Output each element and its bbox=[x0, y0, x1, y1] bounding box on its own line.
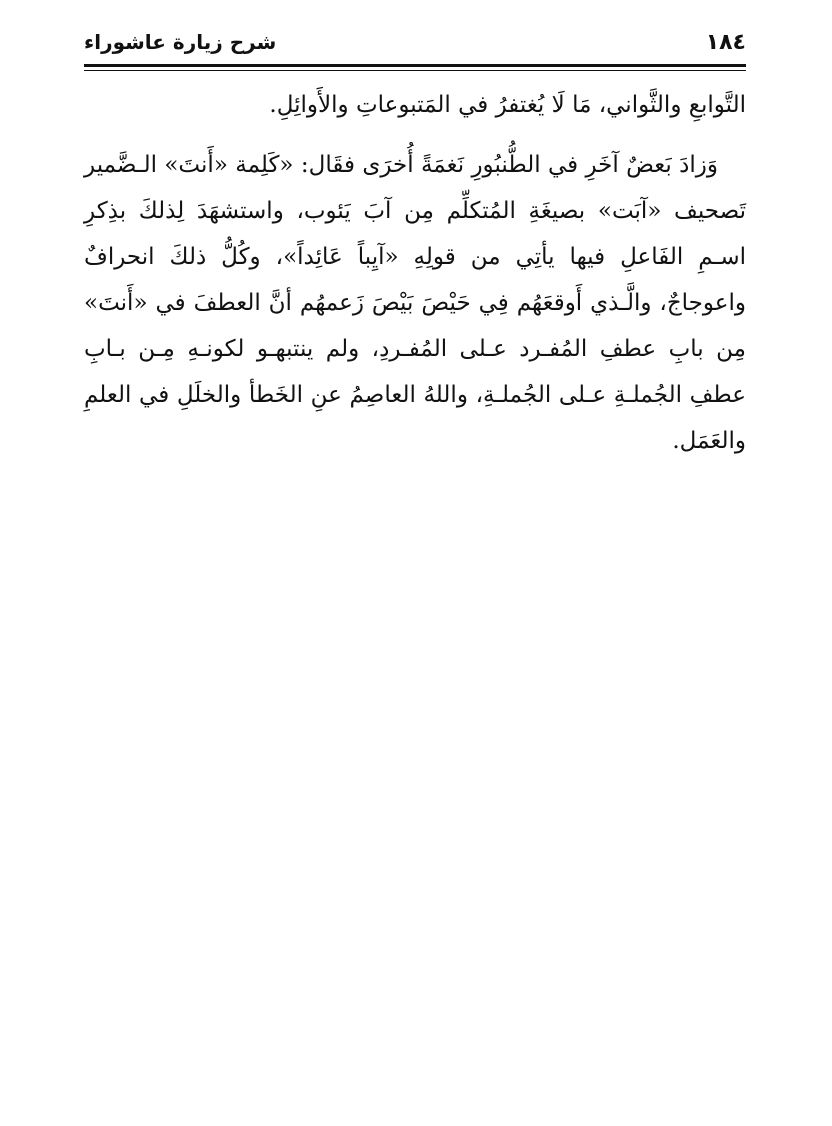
body-text bbox=[84, 82, 746, 464]
paragraph-1: التَّوابعِ والثَّواني، مَا لَا يُغتفرُ في المَتبوعاتِ والأَوائِلِ. bbox=[269, 92, 746, 118]
page-number: ١٨٤ bbox=[705, 30, 746, 55]
paragraph-2: وَزادَ بَعضٌ آخَرِ في الطُّنبُورِ نَغمَةً أُخرَى فقَال: «كَلِمة «أَنتَ» الـضَّمير تَصحيف «آبَت» بصيغَةِ المُتكلِّم مِن آبَ يَئوب، واستشهَدَ لِذلكَ بذِكرِ اسـمِ الفَاعلِ فيها يأتِي من قولِهِ «آيِباً عَائِداً»، وكُلُّ ذلكَ انحرافٌ واعوجاجٌ، والَّـذي أَوقعَهُم فِي حَيْصَ بَيْصَ زَعمهُم أنَّ العطفَ في «أَنتَ» مِن بابِ عطفِ المُفـرد عـلى المُفـردِ، ولم ينتبهـو لكونـهِ مِـن بـابِ عطفِ الجُملـةِ عـلى الجُملـةِ، واللهُ العاصِمُ عنِ الخَطأ والخلَلِ في العلمِ والعَمَل. bbox=[84, 152, 746, 454]
running-title: شرح زيارة عاشوراء bbox=[84, 30, 277, 54]
header-rule-thick bbox=[84, 64, 746, 67]
header-rule-thin bbox=[84, 70, 746, 71]
page-header bbox=[84, 28, 746, 62]
